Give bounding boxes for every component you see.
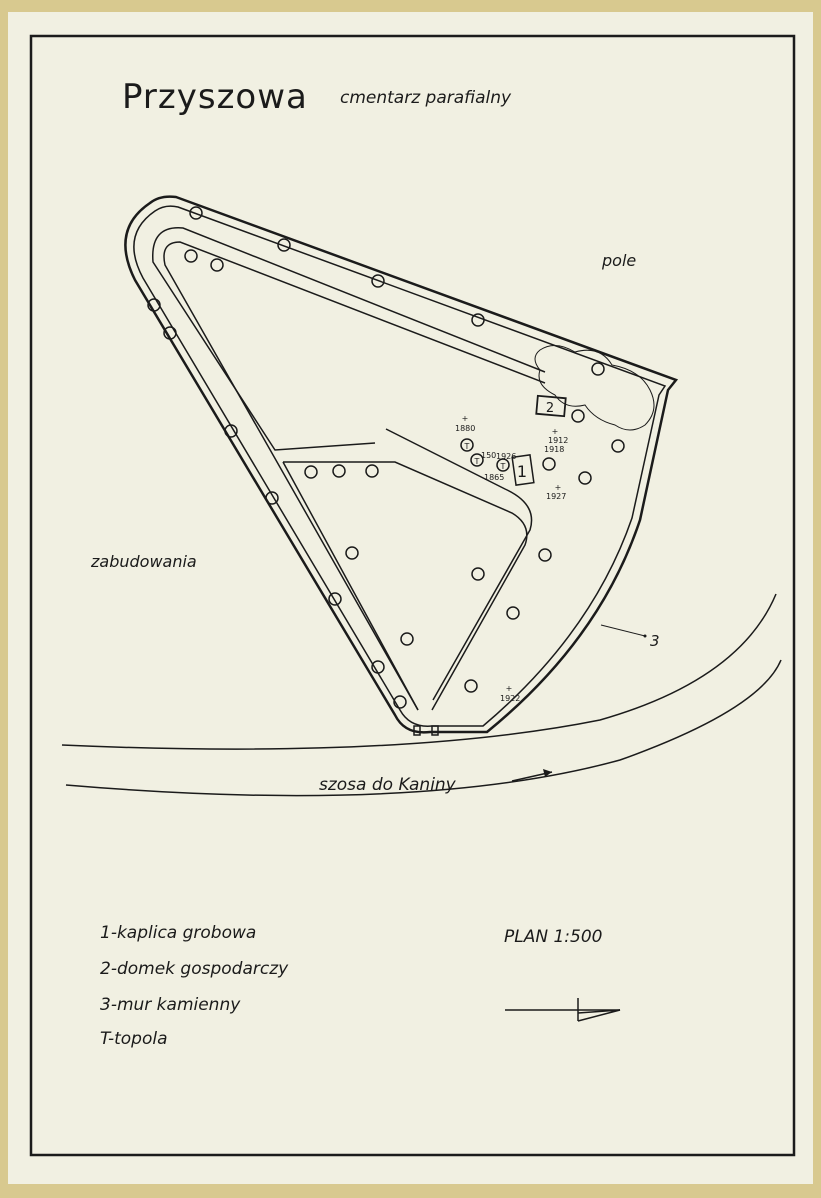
tree-icon <box>366 465 378 477</box>
scale-label: PLAN 1:500 <box>504 927 603 947</box>
map-frame <box>31 36 794 1155</box>
north-arrow-icon <box>505 998 620 1021</box>
chapel-number: 1 <box>516 462 528 481</box>
grave-date: 1918 <box>544 445 565 454</box>
wall-callout <box>601 625 647 638</box>
map-subtitle: cmentarz parafialny <box>340 88 512 108</box>
poplar-symbol: T <box>500 462 506 471</box>
tree-markers <box>148 207 624 708</box>
tree-icon <box>465 680 477 692</box>
cross-icon: + <box>505 684 513 693</box>
tree-icon <box>507 607 519 619</box>
tree-icon <box>612 440 624 452</box>
cross-icon: + <box>461 414 469 423</box>
tree-icon <box>592 363 604 375</box>
tree-icon <box>543 458 555 470</box>
legend-item: 1-kaplica grobowa <box>100 923 257 943</box>
grave-date: 1880 <box>455 424 476 433</box>
tree-icon <box>329 593 341 605</box>
tree-icon <box>472 568 484 580</box>
cemetery-gate <box>414 726 438 735</box>
poplar-symbol: T <box>464 442 470 451</box>
grave-date: 1922 <box>500 694 521 703</box>
road <box>62 594 781 796</box>
tree-icon <box>185 250 197 262</box>
legend-item: 3-mur kamienny <box>100 995 241 1015</box>
legend <box>100 923 289 1049</box>
wall-number: 3 <box>650 632 660 650</box>
tree-icon <box>401 633 413 645</box>
poplar-symbol: T <box>474 457 480 466</box>
tree-icon <box>572 410 584 422</box>
buildings-label: zabudowania <box>91 552 197 571</box>
cross-icon: + <box>551 427 559 436</box>
grave-date: 1912 <box>548 436 569 445</box>
tree-icon <box>579 472 591 484</box>
grave-date: 1865 <box>484 473 505 482</box>
grave-date: 1927 <box>546 492 567 501</box>
farmhouse-number: 2 <box>545 401 555 416</box>
tree-icon <box>333 465 345 477</box>
tree-cluster <box>535 345 654 430</box>
legend-item: 2-domek gospodarczy <box>100 959 289 979</box>
farmhouse-marker <box>536 396 565 416</box>
field-label: pole <box>602 251 637 270</box>
cross-icon: + <box>554 483 562 492</box>
tree-icon <box>305 466 317 478</box>
tree-icon <box>346 547 358 559</box>
tree-icon <box>539 549 551 561</box>
grave-date: 150 <box>481 451 497 460</box>
tree-icon <box>211 259 223 271</box>
grave-date: 1926 <box>496 452 517 461</box>
map-title: Przyszowa <box>122 77 308 117</box>
road-label: szosa do Kaniny <box>319 775 456 795</box>
legend-item: T-topola <box>100 1029 168 1049</box>
tree-icon <box>472 314 484 326</box>
